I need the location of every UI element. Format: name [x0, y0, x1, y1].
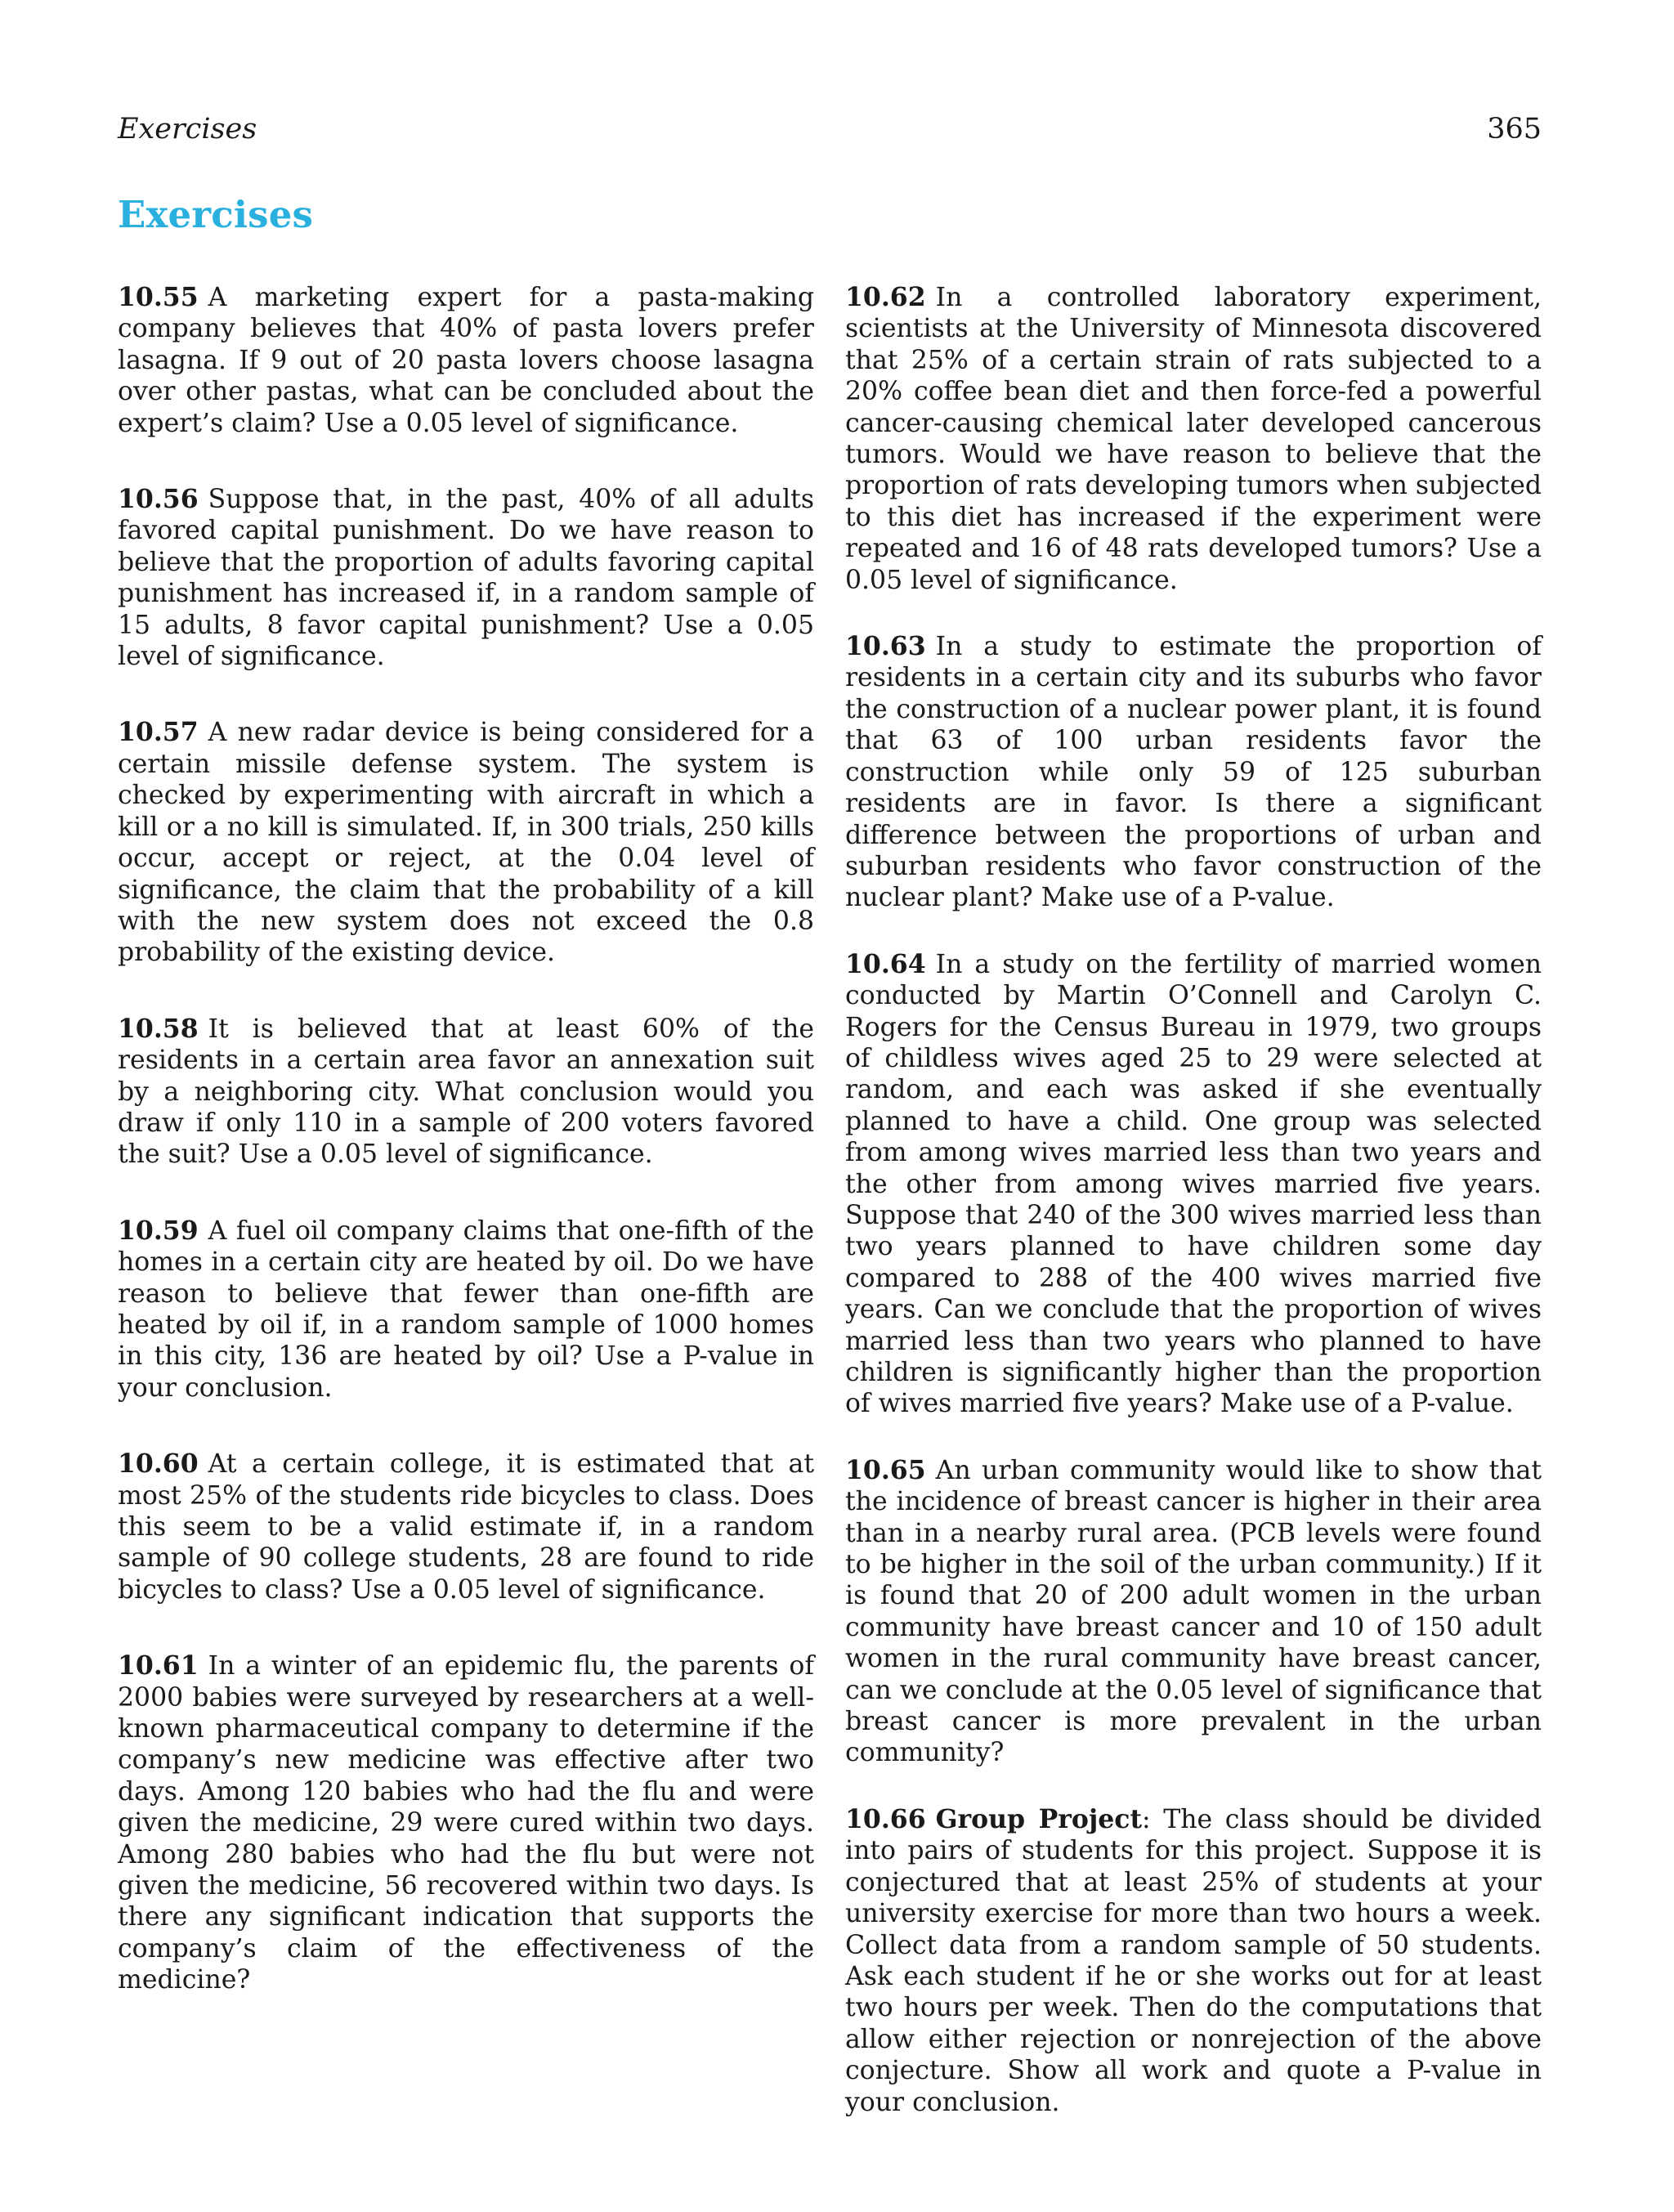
- exercise-number: 10.59: [118, 1215, 199, 1246]
- exercise-number: 10.56: [118, 484, 199, 515]
- exercise-text: Suppose that, in the past, 40% of all adults favored capital punishment. Do we have reason to believe that the proportion of adults favoring capital punishment has increased if, in a random sample of 15 adults, 8 favor capital punishment? Use a 0.05 level of significance.: [118, 485, 814, 672]
- exercise-text: An urban community would like to show that the incidence of breast cancer is higher in their area than in a nearby rural area. (PCB levels were found to be higher in the soil of the urban community.) If it is found that 20 of 200 adult women in the urban community have breast cancer and 10 of 150 adult women in the rural community have breast cancer, can we conclude at the 0.05 level of significance that breast cancer is more prevalent in the urban community?: [845, 1455, 1542, 1768]
- exercise-10-64: [845, 949, 1542, 1420]
- exercise-10-55: [118, 282, 814, 439]
- exercise-number: 10.64: [845, 948, 926, 979]
- exercise-number: 10.65: [845, 1454, 926, 1485]
- exercise-10-59: [118, 1216, 814, 1404]
- exercise-10-58: [118, 1014, 814, 1171]
- exercise-10-60: [118, 1449, 814, 1605]
- exercise-text: A new radar device is being considered for a certain missile defense system. The system is checked by experimenting with aircraft in which a kill or a no kill is simulated. If, in 300 trials, 250 kills occur, accept or reject, at the 0.04 level of significance, the claim that the probability of a kill with the new system does not exceed the 0.8 probability of the existing device.: [118, 718, 814, 968]
- exercise-10-62: [845, 282, 1542, 596]
- page-number: 365: [1487, 113, 1542, 146]
- exercise-10-65: [845, 1455, 1542, 1769]
- exercise-number: 10.62: [845, 282, 926, 312]
- exercise-text: In a winter of an epidemic flu, the parents of 2000 babies were surveyed by researchers at a well-known pharmaceutical company to determine if the company’s new medicine was effective after two days. Among 120 babies who had the flu and were given the medicine, 29 were cured within two days. Among 280 babies who had the flu but were not given the medicine, 56 recovered within two days. Is there any significant indication that supports the company’s claim of the effectiveness of the medicine?: [118, 1651, 814, 1995]
- exercise-10-57: [118, 717, 814, 968]
- exercise-number: 10.55: [118, 282, 199, 312]
- exercise-number: 10.60: [118, 1449, 199, 1480]
- exercise-text: : The class should be divided into pairs of students for this project. Suppose it is conjectured that at least 25% of students at your university exercise for more than two hours a week. Collect data from a random sample of 50 students. Ask each student if he or she works out for at least two hours per week. Then do the computations that allow either rejection or nonrejection of the above conjecture. Show all work and quote a P-value in your conclusion.: [845, 1804, 1542, 2117]
- exercise-text: In a controlled laboratory experiment, scientists at the University of Minnesota discovered that 25% of a certain strain of rats subjected to a 20% coffee bean diet and then force-fed a powerful cancer-causing chemical later developed cancerous tumors. Would we have reason to believe that the proportion of rats developing tumors when subjected to this diet has increased if the experiment were repeated and 16 of 48 rats developed tumors? Use a 0.05 level of significance.: [845, 283, 1542, 595]
- exercise-10-61: [118, 1650, 814, 1995]
- running-head: [118, 113, 1542, 149]
- exercise-number: 10.61: [118, 1650, 199, 1681]
- exercise-text: At a certain college, it is estimated that at most 25% of the students ride bicycles to class. Does this seem to be a valid estimate if, in a random sample of 90 college students, 28 are found to ride bicycles to class? Use a 0.05 level of significance.: [118, 1449, 814, 1605]
- exercise-label: Group Project: [935, 1803, 1143, 1834]
- exercise-text: A fuel oil company claims that one-fifth of the homes in a certain city are heated by oil. Do we have reason to believe that fewer than one-fifth are heated by oil if, in a random sample of 1000 homes in this city, 136 are heated by oil? Use a P-value in your conclusion.: [118, 1216, 814, 1403]
- exercise-number: 10.63: [845, 631, 926, 662]
- exercise-text: In a study on the fertility of married women conducted by Martin O’Connell and Carolyn C. Rogers for the Census Bureau in 1979, two groups of childless wives aged 25 to 29 were selected at random, and each was asked if she eventually planned to have a child. One group was selected from among wives married less than two years and the other from among wives married five years. Suppose that 240 of the 300 wives married less than two years planned to have children some day compared to 288 of the 400 wives married five years. Can we conclude that the proportion of wives married less than two years who planned to have children is significantly higher than the proportion of wives married five years? Make use of a P-value.: [845, 949, 1542, 1419]
- exercise-10-66: [845, 1804, 1542, 2118]
- exercise-number: 10.58: [118, 1013, 199, 1044]
- left-column: [118, 282, 814, 2041]
- section-title: Exercises: [118, 193, 314, 236]
- running-title: Exercises: [118, 113, 257, 146]
- exercise-10-63: [845, 631, 1542, 914]
- exercise-text: It is believed that at least 60% of the residents in a certain area favor an annexation suit by a neighboring city. What conclusion would you draw if only 110 in a sample of 200 voters favored the suit? Use a 0.05 level of significance.: [118, 1014, 814, 1170]
- exercise-number: 10.66: [845, 1803, 926, 1834]
- exercise-text: In a study to estimate the proportion of residents in a certain city and its suburbs who favor the construction of a nuclear power plant, it is found that 63 of 100 urban residents favor the construction while only 59 of 125 suburban residents are in favor. Is there a significant difference between the proportions of urban and suburban residents who favor construction of the nuclear plant? Make use of a P-value.: [845, 632, 1542, 913]
- right-column: [845, 282, 1542, 2153]
- exercise-number: 10.57: [118, 717, 199, 748]
- exercise-10-56: [118, 484, 814, 672]
- exercise-text: A marketing expert for a pasta-making company believes that 40% of pasta lovers prefer lasagna. If 9 out of 20 pasta lovers choose lasagna over other pastas, what can be concluded about the expert’s claim? Use a 0.05 level of significance.: [118, 283, 814, 438]
